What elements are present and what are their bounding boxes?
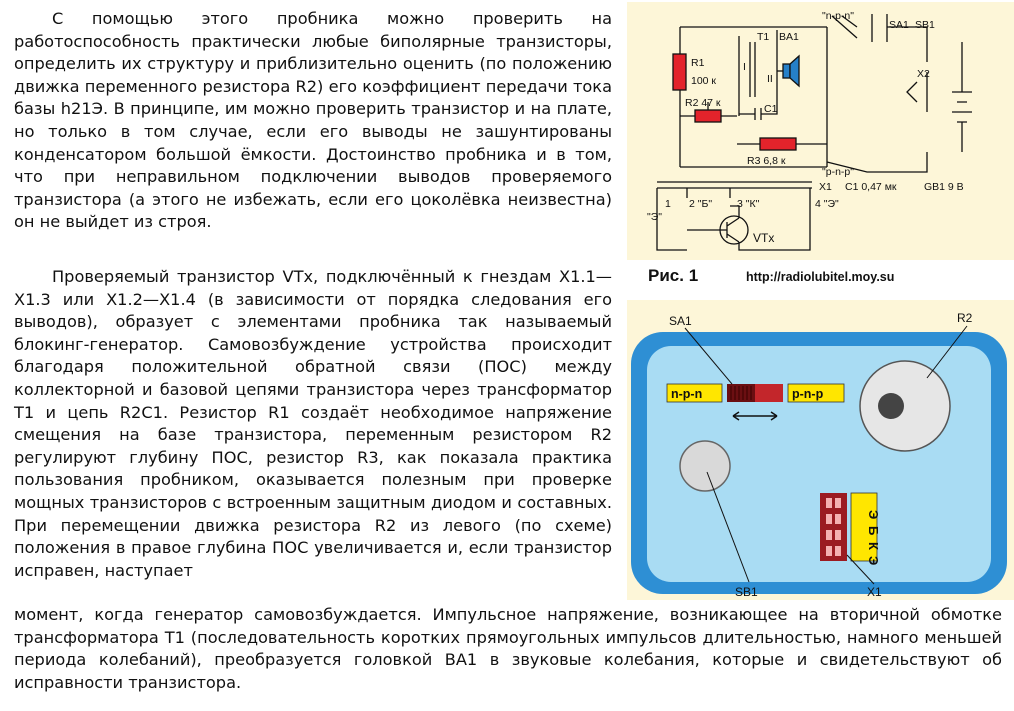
- x1-socket[interactable]: [820, 493, 847, 561]
- figure-caption: Рис. 1: [648, 266, 699, 285]
- vtx-label: VTx: [753, 231, 775, 245]
- gb1-label: GB1 9 В: [924, 181, 964, 193]
- pin-4: 4 "Э": [815, 198, 839, 210]
- ba1-label: BA1: [779, 31, 799, 43]
- device-svg: [627, 300, 1014, 600]
- pin-1-letter: "Э": [647, 211, 663, 223]
- schematic-figure: [627, 2, 1014, 260]
- r2-callout: R2: [957, 311, 973, 325]
- r2-shaft: [878, 393, 904, 419]
- x1-callout: X1: [867, 585, 882, 599]
- pnp-text: p-n-p: [792, 387, 824, 401]
- r3-label: R3 6,8 к: [747, 155, 786, 167]
- x1-pin-e1: Э: [866, 510, 881, 520]
- r1-label: R1: [691, 57, 705, 69]
- winding-1: I: [743, 61, 746, 73]
- npn-text: n-p-n: [671, 387, 703, 401]
- t1-label: T1: [757, 31, 770, 43]
- sb1-button[interactable]: [680, 441, 730, 491]
- r2-knob[interactable]: [860, 361, 950, 451]
- paragraph-3: момент, когда генератор самовозбуждается. Импульсное напряжение, возникающее на вторичной обмотке трансформатора Т1 (последовательность коротких прямоугольных импульсов длительностью, намного меньшей периода колебаний), преобразуется головкой ВА1 в звуковые колебания, которые и свидетельствуют об исправности транзистора.: [14, 605, 1002, 692]
- pin-3: 3 "К": [737, 198, 760, 210]
- pin-2: 2 "Б": [689, 198, 713, 210]
- sa1-label: SA1: [889, 19, 909, 31]
- x1-pin-k: К: [866, 542, 881, 550]
- paragraph-2: Проверяемый транзистор VTx, подключённый к гнездам X1.1— X1.3 или X1.2—X1.4 (в зависимости от порядка следования его выводов), образует с элементами пробника так называемый блокинг-генератор. Самовозбуждение устройства происходит благодаря положительной обратной связи (ПОС) между коллекторной и базовой цепями транзистора через трансформатор Т1 и цепь R2С1. Резистор R1 создаёт необходимое напряжение смещения на базе транзистора, переменным резистором R2 регулируют глубину ПОС, резистор R3, как показала практика пользования пробником, оказывается полезным при проверке мощных транзисторов с встроенным защитным диодом и составных. При перемещении движка резистора R2 из левого (по схеме) положения в правое глубина ПОС увеличивается и, если транзистор исправен, наступает: [14, 267, 612, 580]
- r2-label: R2 47 к: [685, 97, 721, 109]
- x1-label: X1: [819, 181, 832, 193]
- schematic-svg: [627, 2, 1014, 260]
- x2-label: X2: [917, 68, 930, 80]
- pnp-label: "p-n-p": [822, 166, 854, 178]
- x1-pin-e2: Э: [866, 556, 881, 566]
- sb1-label: SB1: [915, 19, 935, 31]
- source-url: http://radiolubitel.moy.su: [746, 270, 895, 284]
- sb1-callout: SB1: [735, 585, 758, 599]
- sa1-callout: SA1: [669, 314, 692, 328]
- r1-value: 100 к: [691, 75, 717, 87]
- paragraph-1: С помощью этого пробника можно проверить на работоспособность практически любые биполярные транзисторы, определить их структуру и приблизительно оценить (по положению движка переменного резистора R2) его коэффициент передачи тока базы h21Э. В принципе, им можно проверить транзистор и на плате, но только в том случае, если его выводы не зашунтированы конденсатором большой ёмкости. Достоинство пробника и в том, что при неправильном подключении выводов проверяемого транзистора (а этого не избежать, если его цоколёвка неизвестна) он не выйдет из строя.: [14, 9, 612, 232]
- npn-label: "n-p-n": [822, 10, 854, 22]
- c1-value: C1 0,47 мк: [845, 181, 897, 193]
- device-figure: [627, 300, 1014, 600]
- pin-1: 1: [665, 198, 671, 210]
- c1-label: C1: [764, 103, 778, 115]
- x1-pin-b: Б: [866, 526, 881, 536]
- winding-2: II: [767, 73, 773, 85]
